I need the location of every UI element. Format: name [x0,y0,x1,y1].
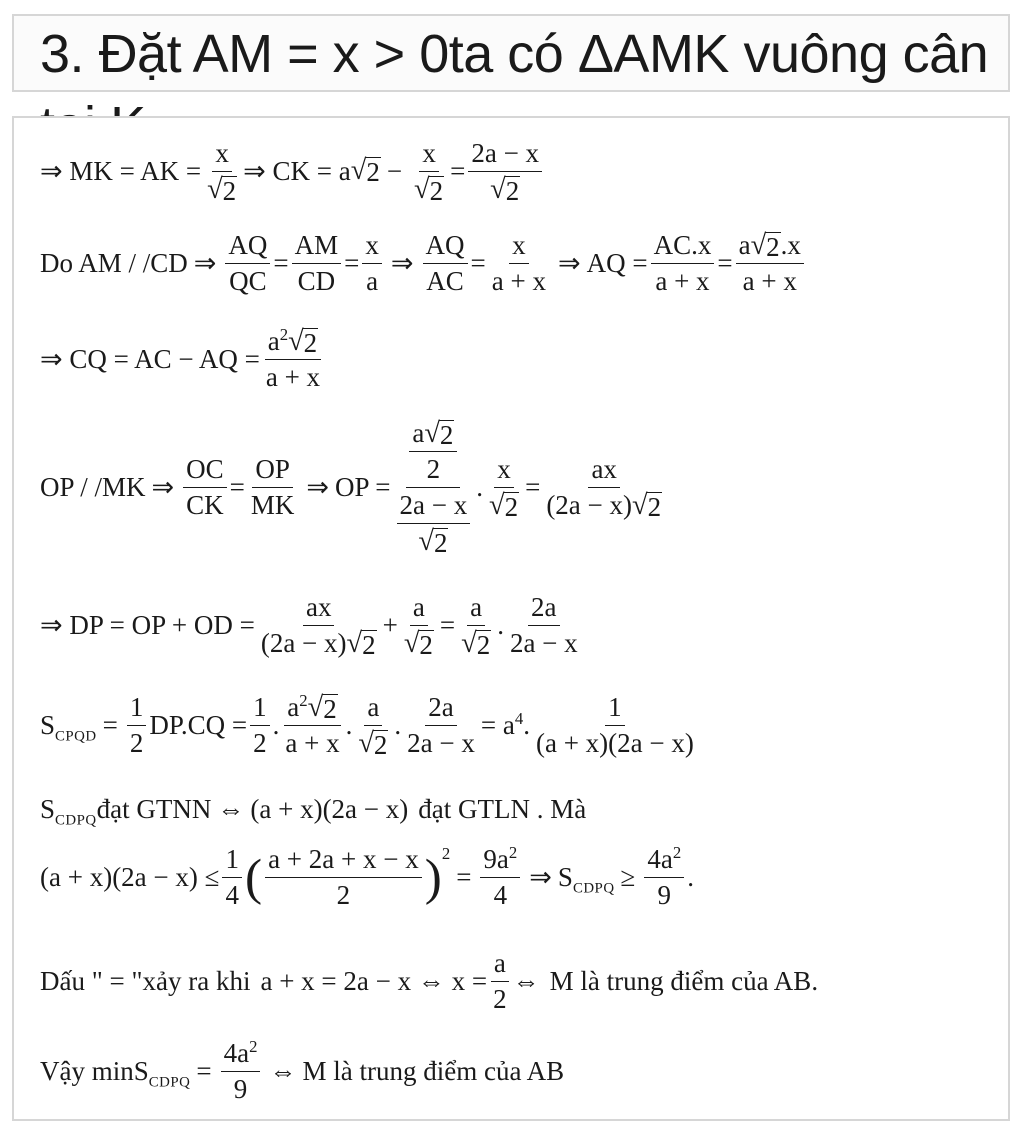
eq-aq: Do AM / /CD ⇒ $\frac{AQ}{QC}$ = $\frac{AM}{CD}$ = $\frac{x}{a}$ ⇒ $\frac{AQ}{AC}$ = $\frac{x}{a + x}$ ⇒ AQ = $\frac{AC.x}{a + x}$ = a √ 2 .x a + x [40,230,807,297]
text-dau: Dấu " = "xảy ra khi [40,966,251,996]
heading-triangle: ΔAMK [577,24,729,84]
heading-rest: vuông cân [743,24,989,84]
sub-cdpq-3: CDPQ [148,1074,191,1091]
eq-conclusion: Vậy min $S_{CDPQ}$ = $\frac{4a^2}{9}$ ⇔ M là trung điểm của AB [40,1037,565,1104]
eq-area: $S_{CPQD}$ = $\frac{1}{2}$ DP.CQ = $\frac{1}{2}$ . $a^2$ √ 2 a + x . a √ 2 . $\frac{2a}{2a - x}$ = $a^4$. $\frac{1}{(a + x)(2a - x)}$ [40,691,694,760]
eq-gtnn: $S_{CDPQ}$ đạt GTNN ⇔ (a + x)(2a − x) đạt GTLN . Mà [40,794,587,829]
title-box [12,14,1010,92]
text-m-trung-diem: M là trung điểm của AB [302,1056,565,1086]
heading-word-dat: Đặt [98,24,182,84]
text-dat-gtln: đạt GTLN . Mà [418,794,587,824]
text-m-trung-diem-dot: M là trung điểm của AB. [549,966,819,996]
text-op-mk: OP / /MK [40,472,146,503]
text-vay-min: Vậy min [40,1056,134,1086]
heading-ta-co: ta có [448,24,564,84]
eq-equality: Dấu " = "xảy ra khi a + x = 2a − x ⇔ x = $\frac{a}{2}$ ⇔ M là trung điểm của AB. [40,948,819,1014]
text-do-am-cd: Do AM / /CD [40,248,188,279]
eq-inequality: (a + x)(2a − x) ≤ $\frac{1}{4}$ ( $\frac{a + 2a + x - x}{2}$ ) 2 = $\frac{9a^2}{4}$ ⇒ $S_{CDPQ}$ ≥ $\frac{4a^2}{9}$ . [40,843,694,910]
eq-cq: ⇒ CQ = AC − AQ = $a^2$ √ 2 a + x [40,325,321,393]
text-dat-gtnn: đạt GTNN [96,794,212,824]
heading-am-expression: AM = x > 0 [192,24,449,84]
eq-op: OP / /MK ⇒ $\frac{OC}{CK}$ = $\frac{OP}{MK}$ ⇒ OP = a √ 2 2 2a − x √ 2 . x √ 2 = ax (2a − x) √ 2 [40,418,662,559]
problem-number: 3. [40,24,85,84]
solution-box [12,116,1010,1121]
sub-cdpq-1: CDPQ [55,812,97,829]
sub-cdpq-2: CDPQ [572,880,615,897]
eq-dp: ⇒ DP = OP + OD = ax (2a − x) √ 2 + a √ 2 = a √ 2 . $\frac{2a}{2a - x}$ [40,592,578,660]
sub-cpqd: CPQD [55,728,97,745]
eq-mk-ak-ck: ⇒ MK = AK = x √ 2 ⇒ CK = a √ 2 − x √ 2 = 2a − x √ 2 [40,138,545,205]
